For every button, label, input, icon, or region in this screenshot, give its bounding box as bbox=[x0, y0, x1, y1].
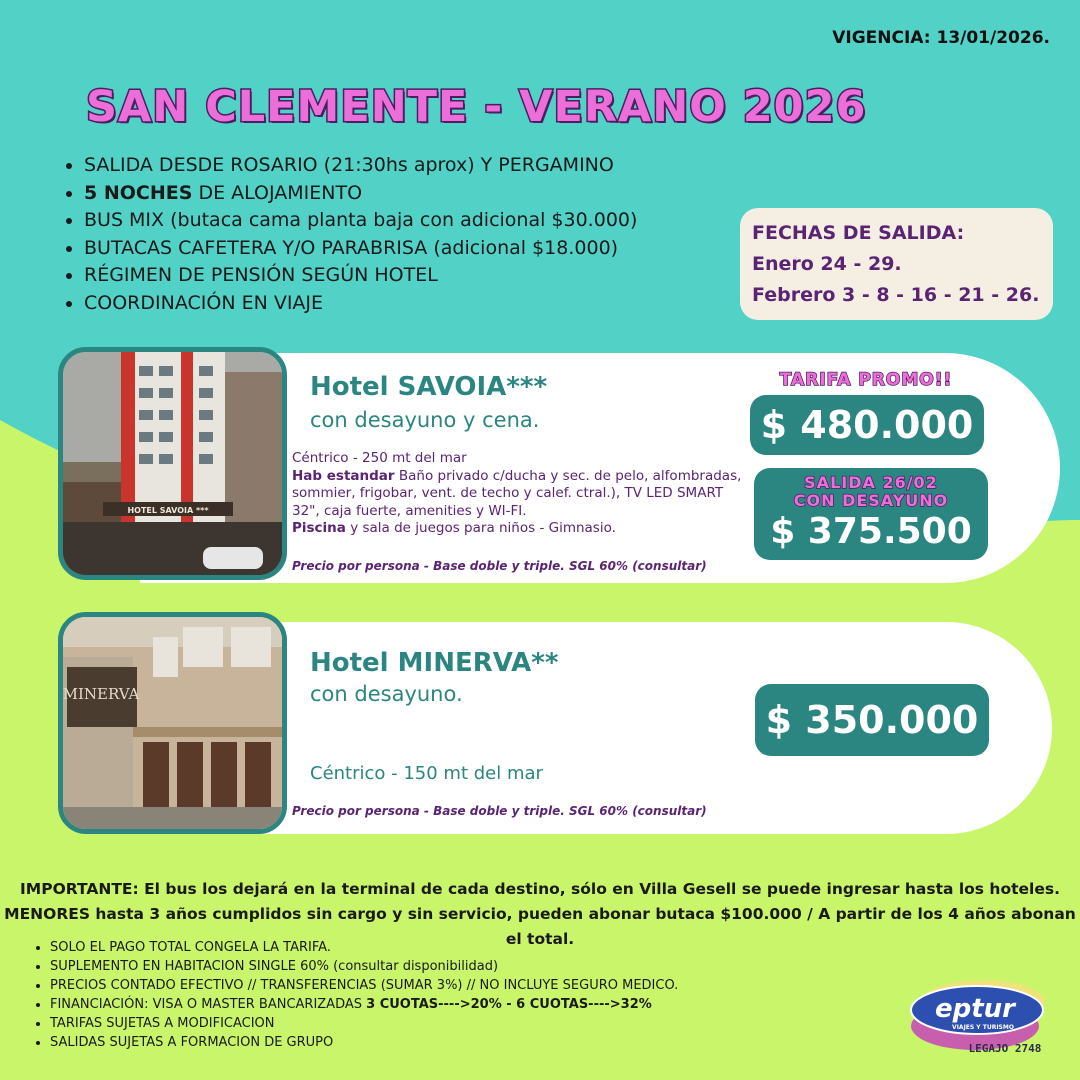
hotel-savoia-price: $ 480.000 bbox=[752, 397, 982, 453]
hotel-minerva-price: $ 350.000 bbox=[757, 686, 987, 754]
logo-tagline: VIAJES Y TURISMO bbox=[952, 1024, 1014, 1031]
hotel-minerva-sign: MINERVA bbox=[63, 685, 140, 703]
departure-dates-title: FECHAS DE SALIDA: bbox=[752, 222, 965, 244]
hotel-savoia-location: Céntrico - 250 mt del mar bbox=[292, 450, 467, 466]
promo-departure-label: SALIDA 26/02 bbox=[804, 473, 938, 492]
condition-item: • TARIFAS SUJETAS A MODIFICACION bbox=[50, 1014, 678, 1033]
condition-item: • PRECIOS CONTADO EFECTIVO // TRANSFERENCIAS (SUMAR 3%) // NO INCLUYE SEGURO MEDICO. bbox=[50, 976, 678, 995]
departure-dates-january: Enero 24 - 29. bbox=[752, 253, 902, 275]
hotel-savoia-description bbox=[292, 450, 747, 538]
condition-item: • FINANCIACIÓN: VISA O MASTER BANCARIZADAS 3 CUOTAS---->20% - 6 CUOTAS---->32% bbox=[50, 995, 678, 1014]
hotel-savoia-price-note: Precio por persona - Base doble y triple. SGL 60% (consultar) bbox=[292, 559, 707, 573]
hotel-savoia-amenities: Piscina y sala de juegos para niños - Gimnasio. bbox=[292, 520, 616, 536]
hotel-minerva-location: Céntrico - 150 mt del mar bbox=[310, 763, 543, 784]
hotel-savoia-room: Hab estandar Baño privado c/ducha y sec. de pelo, alfombradas, sommier, frigobar, vent. de techo y calef. ctral.), TV LED SMART 32", caja fuerte, amenities y WI-FI. bbox=[292, 467, 742, 519]
hotel-minerva-building-image bbox=[63, 617, 282, 829]
hotel-minerva-board: con desayuno. bbox=[310, 682, 463, 706]
conditions-list bbox=[22, 938, 678, 1052]
departure-dates-box bbox=[740, 208, 1053, 320]
feature-item: • BUTACAS CAFETERA Y/O PARABRISA (adicional $18.000) bbox=[84, 235, 764, 263]
logo-legajo: LEGAJO 2748 bbox=[968, 1042, 1042, 1055]
feature-item: • 5 NOCHES DE ALOJAMIENTO bbox=[84, 180, 764, 208]
page-title: SAN CLEMENTE - VERANO 2026 bbox=[86, 82, 867, 132]
vigencia-date: VIGENCIA: 13/01/2026. bbox=[832, 28, 1050, 48]
features-list bbox=[54, 152, 764, 317]
hotel-savoia-building-image bbox=[63, 352, 282, 575]
eptur-logo bbox=[905, 972, 1055, 1062]
hotel-minerva-photo bbox=[58, 612, 287, 834]
important-line-minors: MENORES hasta 3 años cumplidos sin cargo y sin servicio, pueden abonar butaca $100.000 / A partir de los 4 años abonan el total. bbox=[4, 905, 1076, 948]
feature-item: • RÉGIMEN DE PENSIÓN SEGÚN HOTEL bbox=[84, 262, 764, 290]
feature-item: • COORDINACIÓN EN VIAJE bbox=[84, 290, 764, 318]
hotel-savoia-sign: HOTEL SAVOIA *** bbox=[127, 506, 209, 515]
hotel-savoia-promo-box bbox=[756, 470, 986, 558]
hotel-savoia-photo bbox=[58, 347, 287, 580]
condition-item: • SOLO EL PAGO TOTAL CONGELA LA TARIFA. bbox=[50, 938, 678, 957]
feature-item: • BUS MIX (butaca cama planta baja con adicional $30.000) bbox=[84, 207, 764, 235]
condition-item: • SUPLEMENTO EN HABITACION SINGLE 60% (consultar disponibilidad) bbox=[50, 957, 678, 976]
feature-item: • SALIDA DESDE ROSARIO (21:30hs aprox) Y PERGAMINO bbox=[84, 152, 764, 180]
promo-breakfast-label: CON DESAYUNO bbox=[793, 491, 949, 510]
condition-item: • SALIDAS SUJETAS A FORMACION DE GRUPO bbox=[50, 1033, 678, 1052]
departure-dates-february: Febrero 3 - 8 - 16 - 21 - 26. bbox=[752, 284, 1040, 306]
hotel-minerva-price-note: Precio por persona - Base doble y triple. SGL 60% (consultar) bbox=[292, 804, 707, 818]
hotel-savoia-name: Hotel SAVOIA*** bbox=[310, 372, 548, 402]
logo-name: eptur bbox=[934, 994, 1016, 1024]
promo-label: TARIFA PROMO!! bbox=[779, 370, 953, 390]
hotel-savoia-promo-price: $ 375.500 bbox=[770, 511, 972, 552]
hotel-minerva-name: Hotel MINERVA** bbox=[310, 648, 559, 678]
important-line-bus: IMPORTANTE: El bus los dejará en la terminal de cada destino, sólo en Villa Gesell se puede ingresar hasta los hoteles. bbox=[20, 880, 1060, 898]
hotel-savoia-board: con desayuno y cena. bbox=[310, 408, 540, 432]
